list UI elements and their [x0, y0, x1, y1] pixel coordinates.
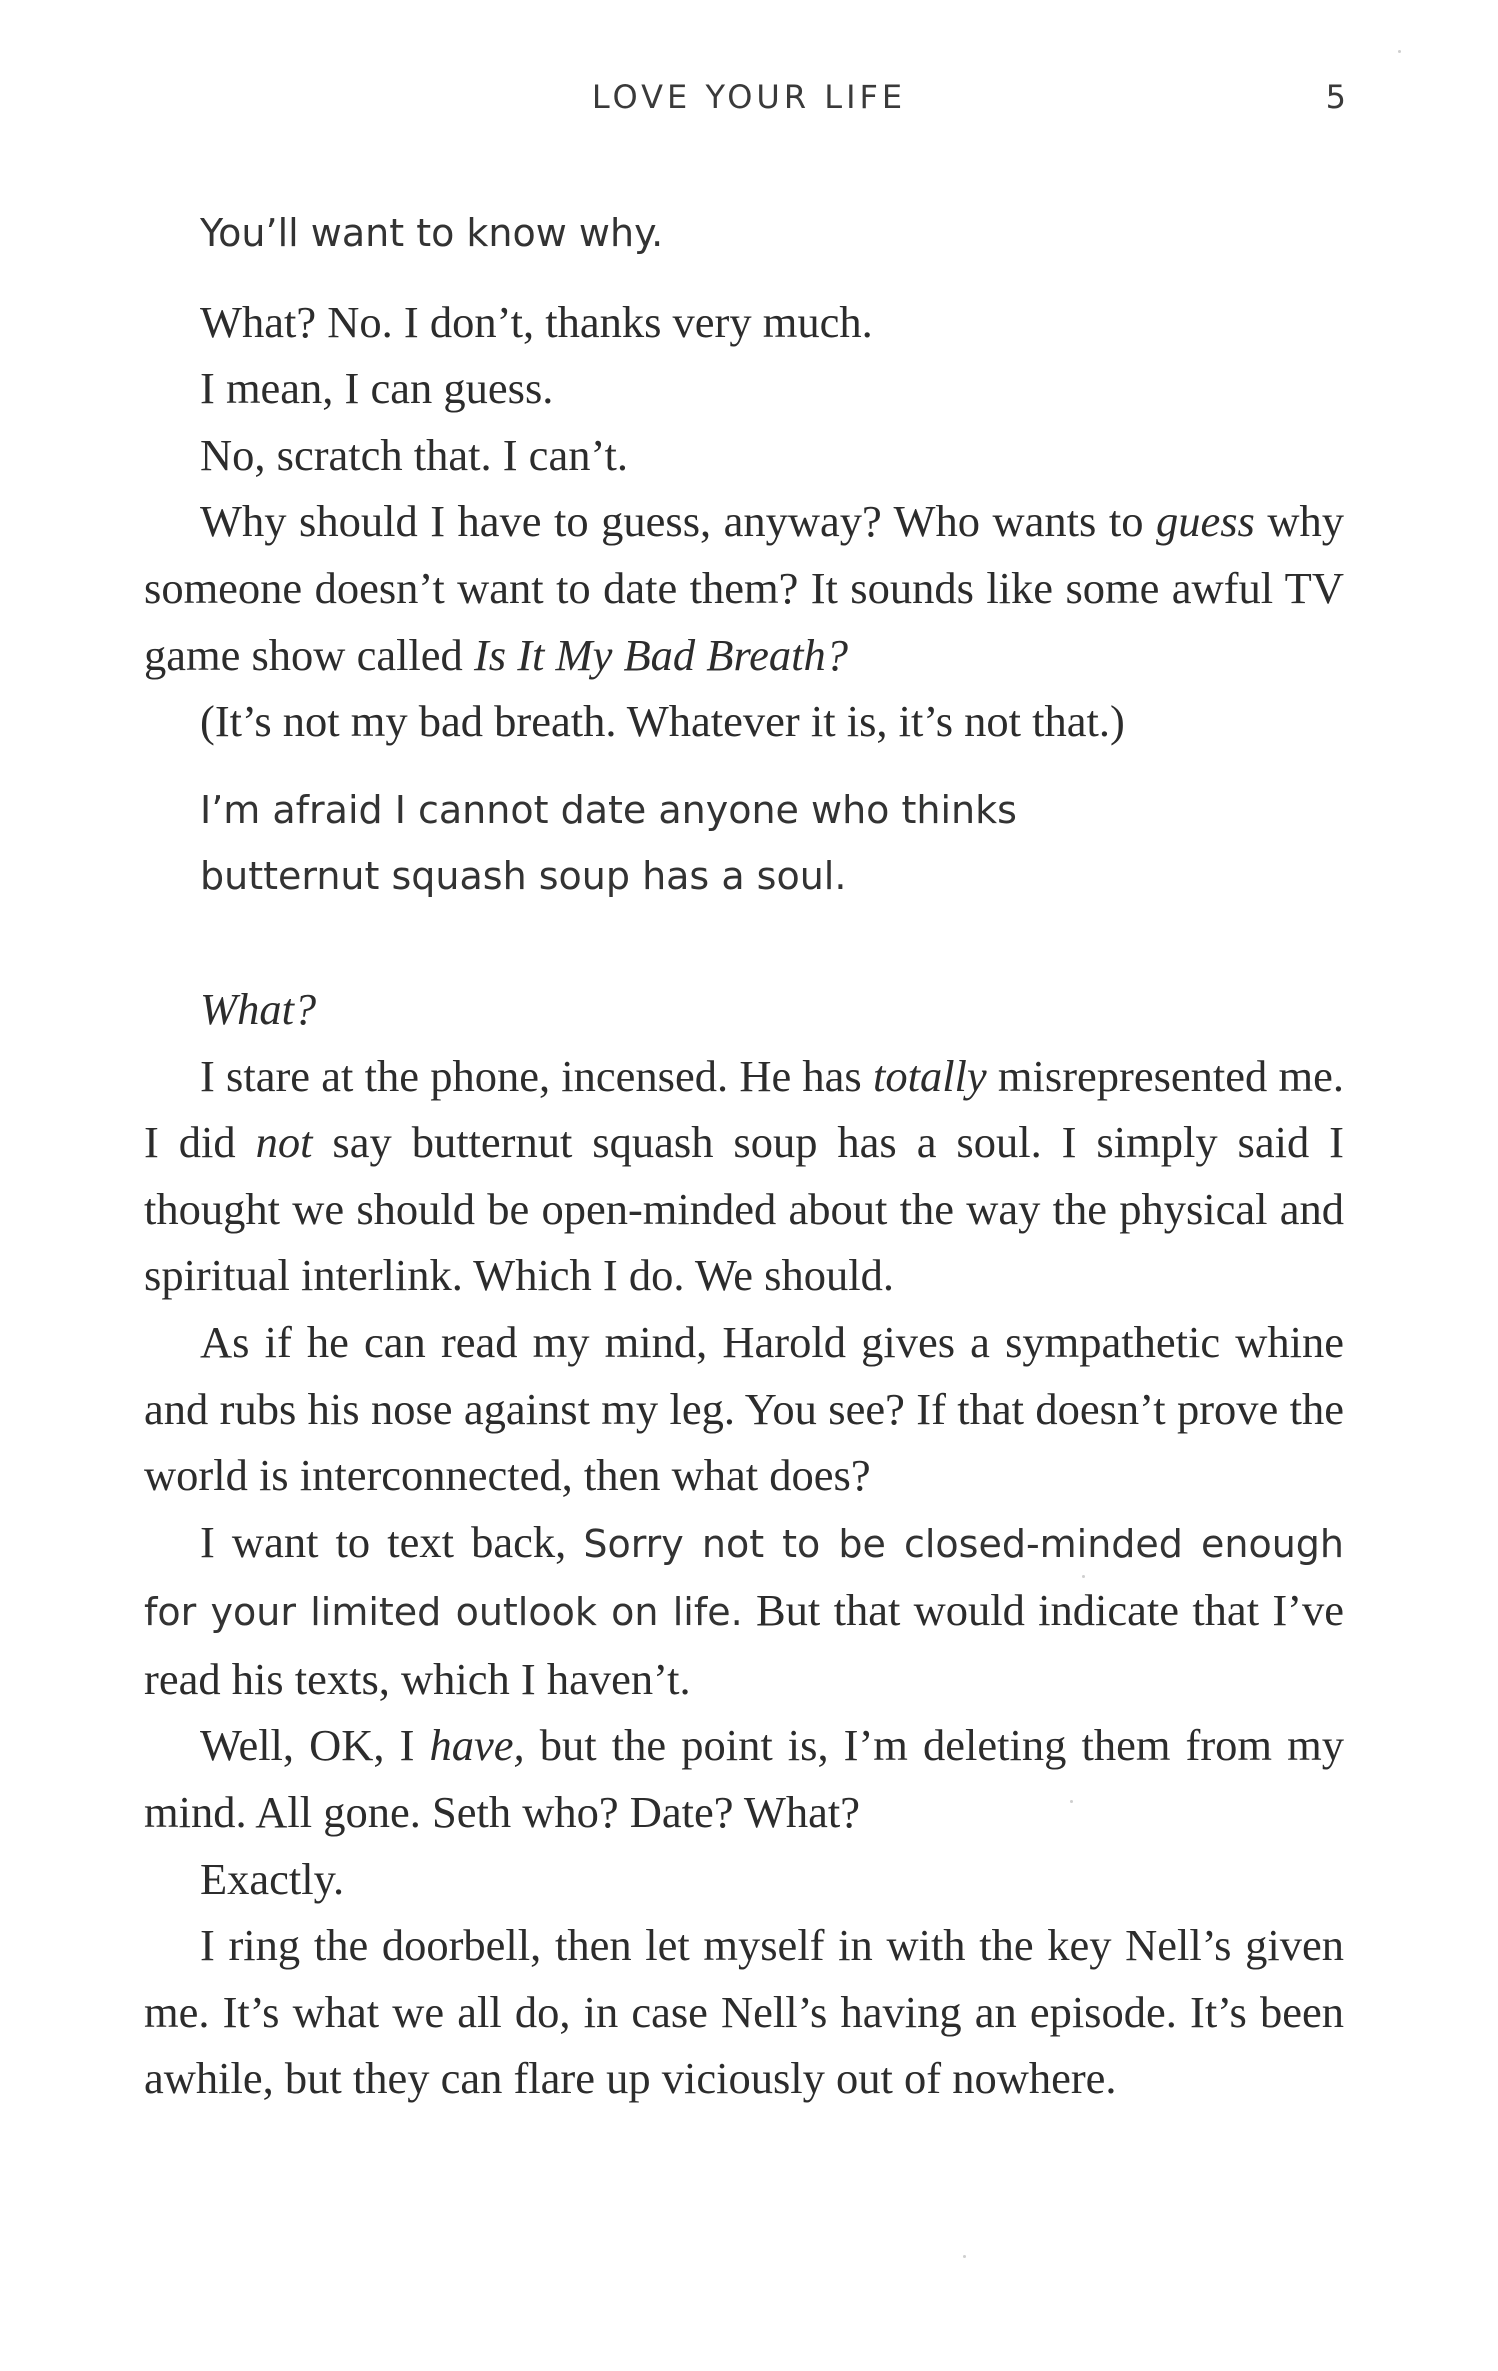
running-title: LOVE YOUR LIFE	[591, 78, 907, 116]
paragraph-5: (It’s not my bad breath. Whatever it is, it’s not that.)	[200, 696, 1125, 747]
paragraph-8: As if he can read my mind, Harold gives a sympathetic whine and rubs his nose against my leg. You see? If that doesn’t prove the world is interconnected, then what does?	[144, 1316, 1344, 1501]
paragraph-11: Exactly.	[200, 1853, 345, 1904]
body-text	[144, 200, 1344, 2112]
paragraph-3: No, scratch that. I can’t.	[200, 429, 628, 480]
text-message-1: You’ll want to know why.	[200, 211, 664, 255]
paragraph-4-emphasis-2: Is It My Bad Breath?	[473, 629, 848, 680]
paragraph-7-text-a: I stare at the phone, incensed. He has	[200, 1050, 873, 1101]
paragraph-7-emphasis-2: not	[255, 1117, 313, 1168]
paragraph-6	[144, 976, 1344, 1043]
scan-speck	[1070, 1800, 1073, 1803]
paragraph-4	[144, 488, 1344, 688]
paragraph-4-emphasis-1: guess	[1155, 496, 1255, 547]
paragraph-9-text-b: But that would indicate that I’ve read his texts, which I haven’t.	[144, 1585, 1344, 1704]
paragraph-7-text-c: say butternut squash soup has a soul. I simply said I thought we should be open-minded about the way the physical and spiritual interlink. Which I do. We should.	[144, 1117, 1344, 1301]
scan-speck	[1082, 1575, 1085, 1578]
text-message-2: I’m afraid I cannot date anyone who thinks butternut squash soup has a soul.	[200, 787, 1017, 899]
paragraph-6-emphasis: What?	[200, 983, 317, 1034]
scan-speck	[963, 2255, 966, 2258]
paragraph-9-text-message: Sorry not to be closed-minded enough for your limited outlook on life.	[144, 1521, 1344, 1635]
paragraph-7	[144, 1043, 1344, 1309]
paragraph-9-text-a: I want to text back,	[200, 1516, 584, 1567]
paragraph-7-emphasis-1: totally	[872, 1050, 987, 1101]
paragraph-7-text-b: misrepresented me. I did	[144, 1050, 1344, 1168]
paragraph-10-text-b: but the point is, I’m deleting them from my mind. All gone. Seth who? Date? What?	[144, 1720, 1344, 1838]
page-number: 5	[1325, 78, 1346, 116]
paragraph-9	[144, 1509, 1344, 1713]
scan-speck	[1398, 50, 1401, 53]
paragraph-4-text-b: why someone doesn’t want to date them? It sounds like some awful TV game show called	[144, 496, 1345, 680]
paragraph-10	[144, 1712, 1344, 1845]
paragraph-10-emphasis: have,	[429, 1720, 525, 1771]
paragraph-4-text-a: Why should I have to guess, anyway? Who wants to	[200, 496, 1156, 547]
paragraph-2: I mean, I can guess.	[200, 363, 554, 414]
paragraph-12: I ring the doorbell, then let myself in with the key Nell’s given me. It’s what we all do, in case Nell’s having an episode. It’s been awhile, but they can flare up viciously out of nowhere.	[144, 1920, 1344, 2104]
paragraph-10-text-a: Well, OK, I	[200, 1720, 430, 1771]
paragraph-1: What? No. I don’t, thanks very much.	[200, 296, 873, 347]
running-head	[0, 78, 1498, 128]
